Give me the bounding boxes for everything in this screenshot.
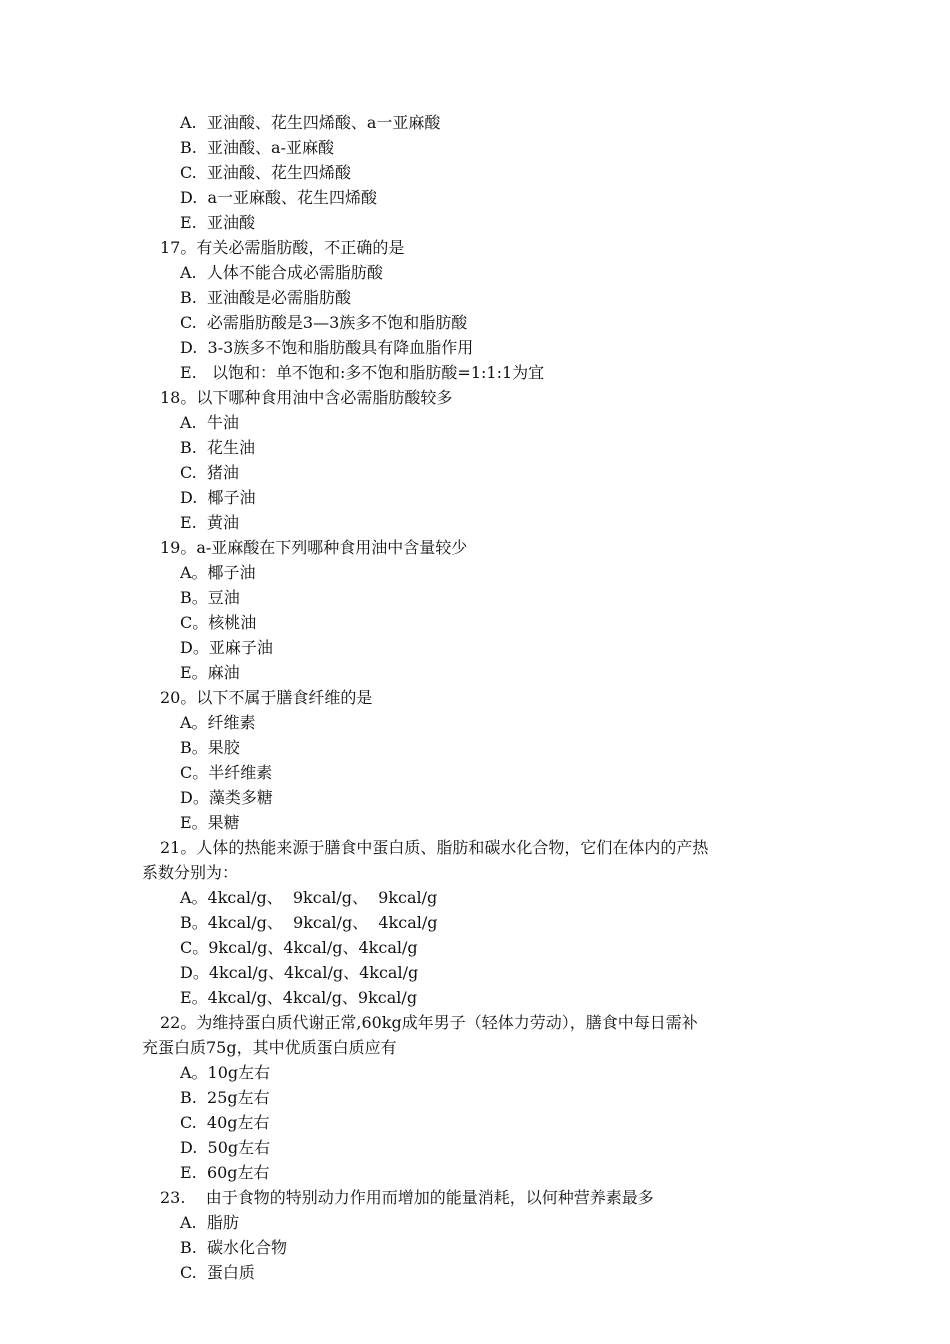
option-line: E. 亚油酸	[180, 213, 255, 232]
option-line: C. 40g左右	[180, 1113, 270, 1132]
option-line: C. 亚油酸、花生四烯酸	[180, 163, 351, 182]
option-line: D. a一亚麻酸、花生四烯酸	[180, 188, 378, 207]
question-line: 23. 由于食物的特别动力作用而增加的能量消耗，以何种营养素最多	[160, 1188, 654, 1207]
option-line: B. 花生油	[180, 438, 256, 457]
option-line: D。4kcal/g、4kcal/g、4kcal/g	[180, 963, 419, 982]
option-line: D. 椰子油	[180, 488, 256, 507]
option-line: B。果胶	[180, 738, 240, 757]
option-line: C。半纤维素	[180, 763, 273, 782]
option-line: D. 50g左右	[180, 1138, 271, 1157]
option-line: E。麻油	[180, 663, 240, 682]
option-line: A。4kcal/g、 9kcal/g、 9kcal/g	[180, 888, 438, 907]
option-line: E. 黄油	[180, 513, 239, 532]
option-line: D。藻类多糖	[180, 788, 273, 807]
option-line: A。纤维素	[180, 713, 256, 732]
question-line: 18。以下哪种食用油中含必需脂肪酸较多	[160, 388, 453, 407]
option-line: E。4kcal/g、4kcal/g、9kcal/g	[180, 988, 418, 1007]
option-line: A. 脂肪	[180, 1213, 239, 1232]
question-line: 17。有关必需脂肪酸，不正确的是	[160, 238, 405, 257]
option-line: B。4kcal/g、 9kcal/g、 4kcal/g	[180, 913, 438, 932]
question-line: 20。以下不属于膳食纤维的是	[160, 688, 373, 707]
option-line: A。10g左右	[180, 1063, 271, 1082]
option-line: B. 亚油酸、a-亚麻酸	[180, 138, 334, 157]
option-line: E. 以饱和：单不饱和:多不饱和脂肪酸=1:1:1为宜	[180, 363, 545, 382]
question-line: 22。为维持蛋白质代谢正常,60kg成年男子（轻体力劳动），膳食中每日需补	[160, 1013, 698, 1032]
option-line: C. 必需脂肪酸是3—3族多不饱和脂肪酸	[180, 313, 468, 332]
option-line: C. 猪油	[180, 463, 239, 482]
question-line: 21。人体的热能来源于膳食中蛋白质、脂肪和碳水化合物，它们在体内的产热	[160, 838, 709, 857]
document-body	[0, 110, 950, 1285]
option-line: D. 3-3族多不饱和脂肪酸具有降血脂作用	[180, 338, 474, 357]
option-line: A. 牛油	[180, 413, 239, 432]
option-line: A. 亚油酸、花生四烯酸、a一亚麻酸	[180, 113, 441, 132]
option-line: E。果糖	[180, 813, 240, 832]
option-line: B. 碳水化合物	[180, 1238, 288, 1257]
question-continuation-line: 系数分别为：	[142, 863, 239, 882]
option-line: A. 人体不能合成必需脂肪酸	[180, 263, 383, 282]
option-line: C。核桃油	[180, 613, 257, 632]
question-line: 19。a-亚麻酸在下列哪种食用油中含量较少	[160, 538, 468, 557]
option-line: C. 蛋白质	[180, 1263, 255, 1282]
option-line: D。亚麻子油	[180, 638, 273, 657]
option-line: B. 25g左右	[180, 1088, 270, 1107]
option-line: A。椰子油	[180, 563, 256, 582]
question-continuation-line: 充蛋白质75g，其中优质蛋白质应有	[142, 1038, 397, 1057]
option-line: C。9kcal/g、4kcal/g、4kcal/g	[180, 938, 418, 957]
option-line: B。豆油	[180, 588, 240, 607]
option-line: E. 60g左右	[180, 1163, 270, 1182]
option-line: B. 亚油酸是必需脂肪酸	[180, 288, 352, 307]
